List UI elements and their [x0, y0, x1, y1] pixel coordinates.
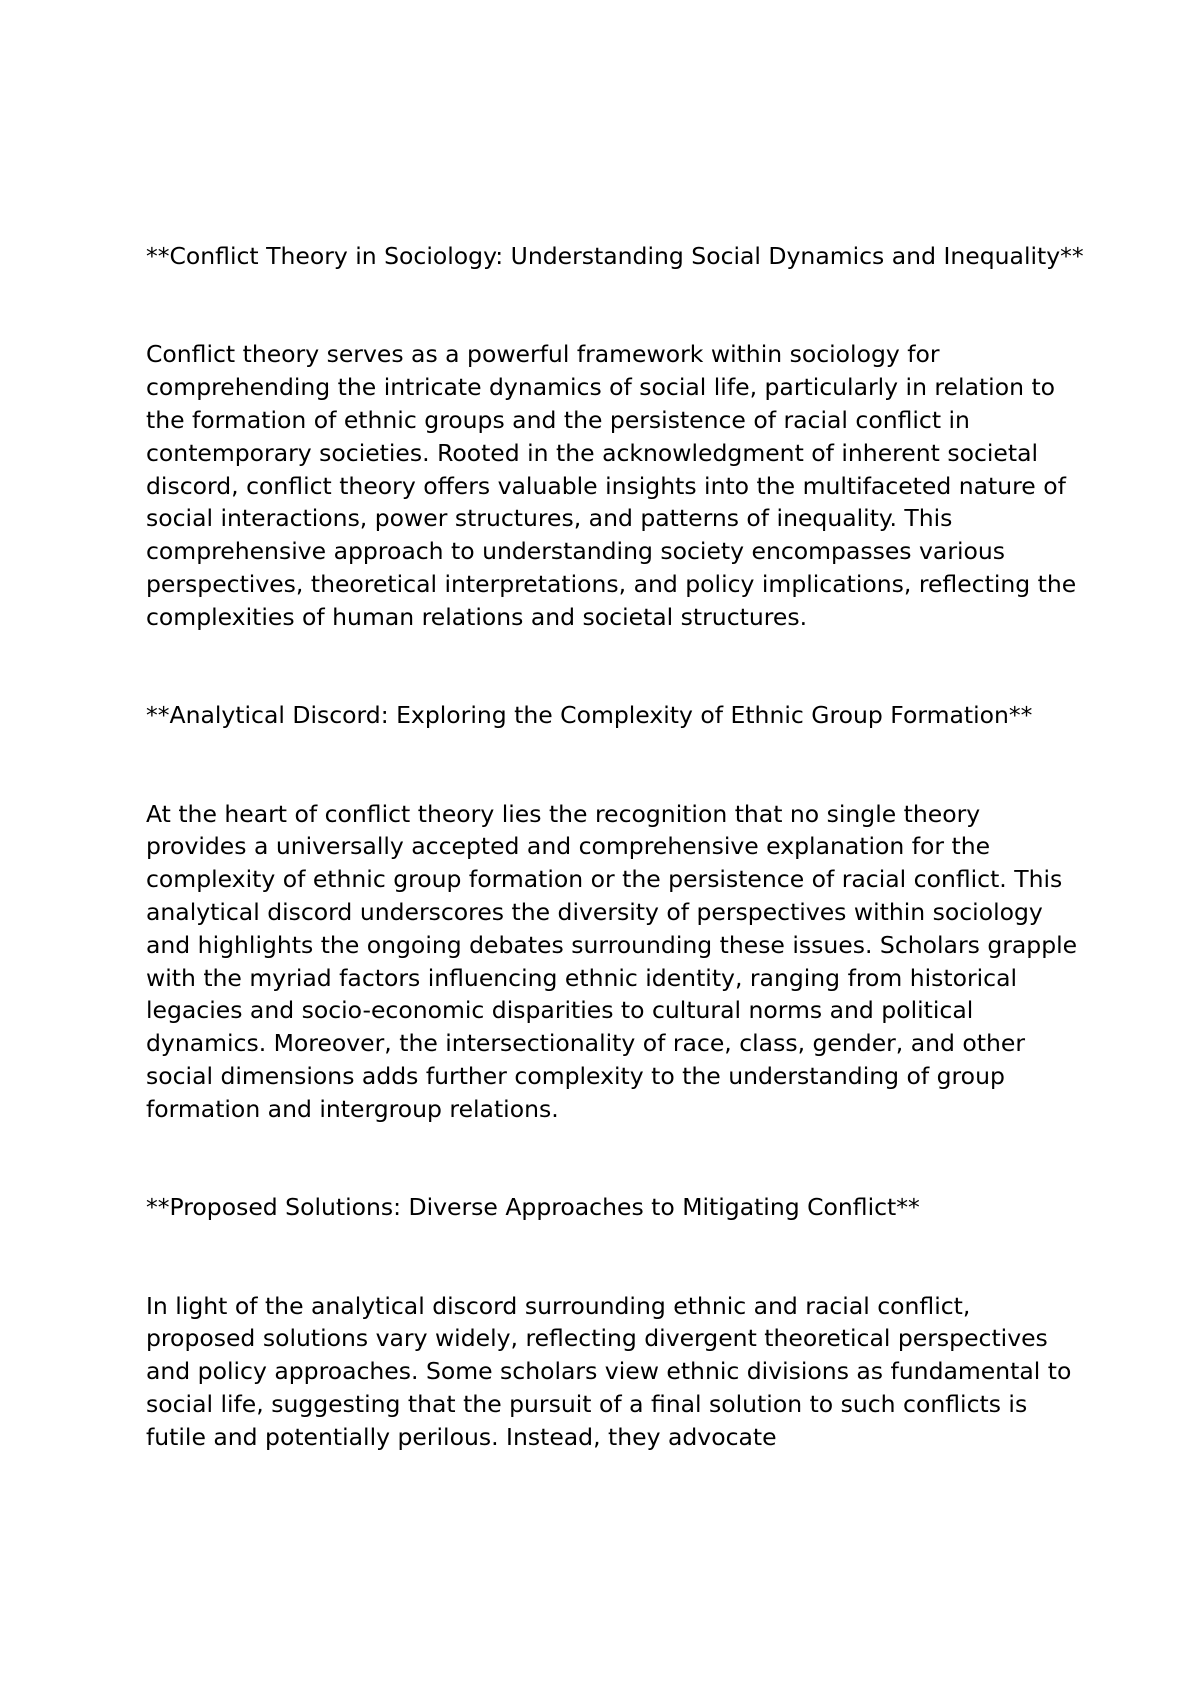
- section-heading-analytical-discord: **Analytical Discord: Exploring the Complexity of Ethnic Group Formation**: [146, 701, 1033, 730]
- paragraph-proposed-solutions: In light of the analytical discord surrounding ethnic and racial conflict, proposed solutions vary widely, reflecting divergent theoretical perspectives and policy approaches. Some scholars view ethnic divisions as fundamental to social life, suggesting that the pursuit of a final solution to such conflicts is futile and potentially perilous. Instead, they advocate: [146, 1291, 1072, 1451]
- document-body: [146, 240, 1086, 1519]
- section-heading-proposed-solutions: **Proposed Solutions: Diverse Approaches to Mitigating Conflict**: [146, 1193, 920, 1222]
- paragraph-analytical-discord: At the heart of conflict theory lies the recognition that no single theory provides a universally accepted and comprehensive explanation for the complexity of ethnic group formation or the persistence of racial conflict. This analytical discord underscores the diversity of perspectives within sociology and highlights the ongoing debates surrounding these issues. Scholars grapple with the myriad factors influencing ethnic identity, ranging from historical legacies and socio-economic disparities to cultural norms and political dynamics. Moreover, the intersectionality of race, class, gender, and other social dimensions adds further complexity to the understanding of group formation and intergroup relations.: [146, 799, 1078, 1123]
- paragraph-conflict-theory: Conflict theory serves as a powerful framework within sociology for comprehending the intricate dynamics of social life, particularly in relation to the formation of ethnic groups and the persistence of racial conflict in contemporary societies. Rooted in the acknowledgment of inherent societal discord, conflict theory offers valuable insights into the multifaceted nature of social interactions, power structures, and patterns of inequality. This comprehensive approach to understanding society encompasses various perspectives, theoretical interpretations, and policy implications, reflecting the complexities of human relations and societal structures.: [146, 340, 1077, 631]
- section-heading-conflict-theory: **Conflict Theory in Sociology: Understanding Social Dynamics and Inequality**: [146, 242, 1084, 270]
